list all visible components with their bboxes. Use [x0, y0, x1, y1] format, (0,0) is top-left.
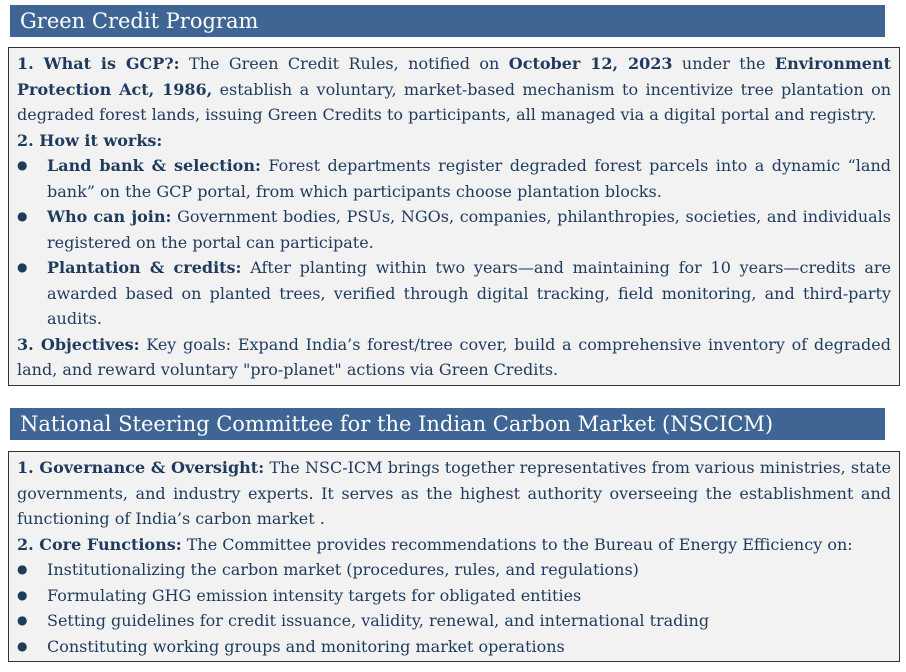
gcp-content-box [8, 47, 900, 386]
gcp-how-it-works-heading [17, 128, 891, 154]
gcp-bullet-text: After planting within two years—and maintaining for 10 years—credits are awarded based on planted trees, verified through digital tracking, field monitoring, and third-party audits. [47, 258, 891, 328]
green-credit-program-section [8, 5, 900, 386]
gcp-what-is-text-b: under the [672, 54, 775, 73]
bullet-icon: ● [17, 562, 28, 576]
gcp-notified-date: October 12, 2023 [508, 54, 673, 73]
nsc-bullet-text: Formulating GHG emission intensity targets for obligated entities [47, 585, 582, 605]
nsc-governance-text: The NSC-ICM brings together representatives from various ministries, state governments, and industry experts. It serves as the highest authority overseeing the establishment and functioning of India’s carbon market . [17, 458, 892, 528]
gcp-how-it-works-list [17, 153, 891, 332]
gcp-bullet-text: Forest departments register degraded forest parcels into a dynamic “land bank” on the GCP portal, from which participants choose plantation blocks. [47, 156, 892, 201]
gcp-bullet-label: Land bank & selection: [47, 156, 261, 175]
gcp-what-is-label: 1. What is GCP?: [17, 54, 180, 73]
gcp-objectives-label: 3. Objectives: [17, 334, 140, 354]
gcp-act-name: Environment Protection Act, 1986, [17, 54, 891, 99]
list-item [17, 583, 891, 609]
nsc-bullet-text: Institutionalizing the carbon market (procedures, rules, and regulations) [47, 560, 639, 579]
nsc-core-functions-text: The Committee provides recommendations to the Bureau of Energy Efficiency on: [181, 534, 853, 554]
list-item [17, 557, 891, 583]
section-title-gcp: Green Credit Program [10, 5, 885, 37]
nsc-core-functions-label: 2. Core Functions: [17, 534, 182, 554]
gcp-objectives-paragraph [17, 332, 891, 383]
nsc-core-functions-paragraph [17, 532, 891, 558]
gcp-objectives-text: Key goals: Expand India’s forest/tree cover, build a comprehensive inventory of degraded land, and reward voluntary "pro-planet" actions via Green Credits. [17, 334, 892, 379]
section-title-nscicm: National Steering Committee for the Indian Carbon Market (NSCICM) [10, 408, 885, 440]
gcp-how-it-works-label: 2. How it works: [17, 130, 163, 150]
nsc-governance-paragraph [17, 455, 891, 532]
list-item [17, 204, 891, 255]
gcp-what-is-text-c: establish a voluntary, market-based mechanism to incentivize tree plantation on degraded forest lands, issuing Green Credits to participants, all managed via a digital portal and registry. [17, 79, 892, 124]
gcp-what-is-paragraph [17, 51, 891, 128]
bullet-icon: ● [17, 158, 28, 172]
nsc-bullet-text: Setting guidelines for credit issuance, validity, renewal, and international trading [47, 611, 710, 630]
list-item [17, 634, 891, 660]
list-item [17, 153, 891, 204]
bullet-icon: ● [17, 613, 28, 627]
gcp-bullet-text: Government bodies, PSUs, NGOs, companies, philanthropies, societies, and individuals registered on the portal can participate. [47, 207, 892, 252]
bullet-icon: ● [17, 260, 28, 274]
bullet-icon: ● [17, 209, 28, 223]
bullet-icon: ● [17, 587, 28, 602]
bullet-icon: ● [17, 638, 28, 653]
list-item [17, 608, 891, 634]
nsc-governance-label: 1. Governance & Oversight: [17, 458, 265, 477]
gcp-bullet-label: Who can join: [47, 207, 172, 226]
list-item [17, 255, 891, 332]
nsc-bullet-text: Constituting working groups and monitoring market operations [47, 636, 565, 656]
gcp-what-is-text-a: The Green Credit Rules, notified on [179, 54, 509, 73]
nscicm-content-box [8, 451, 900, 662]
nscicm-section [8, 408, 900, 662]
nsc-core-functions-list [17, 557, 891, 659]
gcp-bullet-label: Plantation & credits: [47, 258, 242, 277]
